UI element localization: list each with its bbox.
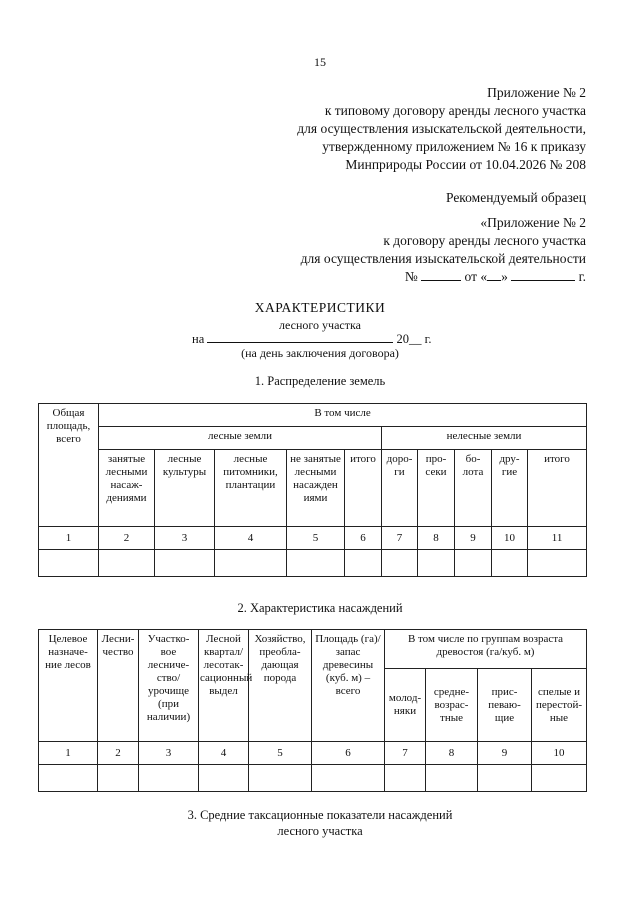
header-col: Площадь (га)/запас древесины (куб. м) – всего (312, 630, 385, 742)
empty-data-row (39, 765, 587, 792)
appendix-2-number-line (301, 268, 586, 286)
date-note: (на день заключения договора) (241, 346, 399, 360)
header-age-group: средне-возрас-тные (426, 669, 478, 742)
header-total-area: Общая площадь, всего (39, 404, 99, 527)
number-sign: № (404, 269, 418, 284)
table-cell[interactable] (528, 550, 587, 577)
column-number: 7 (385, 742, 426, 765)
column-number: 4 (199, 742, 249, 765)
empty-data-row (39, 550, 587, 577)
recommended-sample-label: Рекомендуемый образец (445, 190, 586, 205)
table-cell[interactable] (139, 765, 199, 792)
table-cell[interactable] (312, 765, 385, 792)
header-col: дру-гие (492, 450, 528, 527)
column-number: 3 (155, 527, 215, 550)
column-number: 2 (98, 742, 139, 765)
appendix-header-line: Минприроды России от 10.04.2026 № 208 (345, 157, 586, 172)
section-3-heading: 3. Средние таксационные показатели насаждений (187, 808, 453, 822)
header-col: занятые лесными насаж-дениями (99, 450, 155, 527)
header-age-group: молод-няки (385, 669, 426, 742)
column-number: 6 (312, 742, 385, 765)
header-col: лесные питомники, плантации (215, 450, 287, 527)
date-prefix: на (192, 332, 205, 346)
column-number: 6 (345, 527, 382, 550)
appendix-header-line: для осуществления изыскательской деятельности, (297, 121, 586, 136)
header-col: Целевое назначе-ние лесов (39, 630, 98, 742)
section-3-heading-line2: лесного участка (277, 824, 363, 838)
header-col: доро-ги (382, 450, 418, 527)
column-number: 2 (99, 527, 155, 550)
header-col: Участко-вое лесниче-ство/ урочище (при наличии) (139, 630, 199, 742)
column-number: 10 (492, 527, 528, 550)
header-col: итого (528, 450, 587, 527)
header-age-group: спелые и перестой-ные (532, 669, 587, 742)
table-cell[interactable] (98, 765, 139, 792)
from-label: от « (464, 269, 488, 284)
header-col: Лесни-чество (98, 630, 139, 742)
table-cell[interactable] (385, 765, 426, 792)
table-cell[interactable] (418, 550, 455, 577)
appendix-2-line: «Приложение № 2 (480, 215, 586, 230)
appendix-header-line: Приложение № 2 (487, 85, 586, 100)
close-quote: » (501, 269, 508, 284)
appendix-2-line: для осуществления изыскательской деятельности (300, 251, 586, 266)
month-blank[interactable] (511, 269, 575, 281)
header-col: про-секи (418, 450, 455, 527)
table-cell[interactable] (39, 765, 98, 792)
column-number: 9 (455, 527, 492, 550)
year-suffix: г. (578, 269, 586, 284)
table-cell[interactable] (426, 765, 478, 792)
header-nonforest-lands: нелесные земли (382, 427, 587, 450)
land-distribution-table (38, 403, 587, 577)
appendix-header-line: утвержденному приложением № 16 к приказу (322, 139, 586, 154)
document-title: ХАРАКТЕРИСТИКИ (254, 300, 386, 315)
section-1-heading: 1. Распределение земель (254, 374, 386, 388)
appendix-2-line: к договору аренды лесного участка (383, 233, 586, 248)
header-col: не занятые лесными насажден иями (287, 450, 345, 527)
header-col: бо-лота (455, 450, 492, 527)
document-subtitle: лесного участка (279, 318, 361, 332)
table-cell[interactable] (99, 550, 155, 577)
table-cell[interactable] (532, 765, 587, 792)
column-number: 9 (478, 742, 532, 765)
header-col: лесные культуры (155, 450, 215, 527)
header-col: Хозяйство, преобла-дающая порода (249, 630, 312, 742)
number-blank[interactable] (421, 269, 461, 281)
table-cell[interactable] (215, 550, 287, 577)
appendix-2-header (301, 214, 586, 286)
table-cell[interactable] (199, 765, 249, 792)
column-number: 7 (382, 527, 418, 550)
column-number: 5 (249, 742, 312, 765)
table-cell[interactable] (455, 550, 492, 577)
section-2-heading: 2. Характеристика насаждений (237, 601, 403, 615)
date-blank[interactable] (207, 331, 393, 343)
column-number: 8 (418, 527, 455, 550)
header-in-that: В том числе (99, 404, 587, 427)
column-number-row (39, 742, 587, 765)
header-col: итого (345, 450, 382, 527)
header-col: Лесной квартал/ лесотак-сационный выдел (199, 630, 249, 742)
column-number-row (39, 527, 587, 550)
column-number: 4 (215, 527, 287, 550)
column-number: 8 (426, 742, 478, 765)
table-cell[interactable] (382, 550, 418, 577)
appendix-header-line: к типовому договору аренды лесного участка (324, 103, 586, 118)
column-number: 10 (532, 742, 587, 765)
table-cell[interactable] (39, 550, 99, 577)
table-cell[interactable] (492, 550, 528, 577)
table-cell[interactable] (155, 550, 215, 577)
header-forest-lands: лесные земли (99, 427, 382, 450)
header-age-group: прис-певаю-щие (478, 669, 532, 742)
header-age-groups: В том числе по группам возраста древостоя (га/куб. м) (385, 630, 587, 669)
table-cell[interactable] (345, 550, 382, 577)
stand-characteristics-table (38, 629, 587, 792)
column-number: 1 (39, 527, 99, 550)
appendix-header (297, 84, 586, 174)
column-number: 1 (39, 742, 98, 765)
column-number: 11 (528, 527, 587, 550)
table-cell[interactable] (478, 765, 532, 792)
date-line (192, 331, 431, 347)
column-number: 5 (287, 527, 345, 550)
page-number: 15 (314, 55, 326, 69)
date-year: 20__ г. (396, 332, 432, 346)
day-blank[interactable] (487, 269, 501, 281)
table-cell[interactable] (287, 550, 345, 577)
column-number: 3 (139, 742, 199, 765)
table-cell[interactable] (249, 765, 312, 792)
